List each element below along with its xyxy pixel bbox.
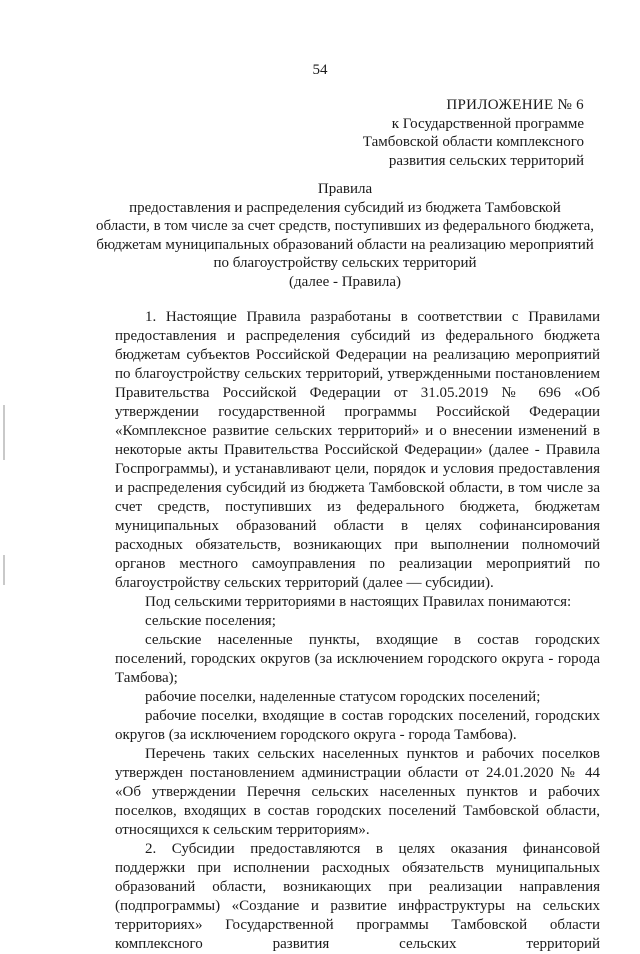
paragraph: 1. Настоящие Правила разработаны в соответствии с Правилами предоставления и распределения субсидий из федерального бюджета бюджетам субъектов Российской Федерации на реализацию мероприятий по благоустройству сельских территорий, утвержденными постановлением Правительства Российской Федерации от 31.05.2019 № 696 «Об утверждении государственной программы Российской Федерации «Комплексное развитие сельских территорий» и о внесении изменений в некоторые акты Правительства Российской Федерации» (далее - Правила Госпрограммы), и устанавливают цели, порядок и условия предоставления и распределения субсидий из бюджета Тамбовской области, в том числе за счет средств, поступивших из федерального бюджета, бюджетам муниципальных образований области в целях софинансирования расходных обязательств, возникающих при выполнении полномочий органов местного самоуправления по реализации мероприятий по благоустройству сельских территорий (далее — субсидии). [115, 309, 600, 591]
scan-margin-mark [3, 555, 5, 585]
paragraph: рабочие поселки, наделенные статусом городских поселений; [145, 689, 541, 705]
title-line: области, в том числе за счет средств, поступивших из федерального бюджета, [95, 218, 595, 234]
paragraph: сельские населенные пункты, входящие в состав городских поселений, городских округов (за исключением городского округа - города Тамбова); [115, 632, 600, 686]
appendix-header [284, 96, 584, 170]
title-line: по благоустройству сельских территорий [213, 255, 477, 271]
appendix-heading: ПРИЛОЖЕНИЕ № 6 [446, 97, 584, 113]
appendix-line: к Государственной программе [391, 115, 584, 132]
title-line: Правила [317, 181, 373, 197]
paragraph: 2. Субсидии предоставляются в целях оказания финансовой поддержки при исполнении расходных обязательств муниципальных образований области, возникающих при реализации направления (подпрограммы) «Создание и развитие инфраструктуры на сельских территориях» Государственной программы Тамбовской области комплексного развития сельских территорий [115, 841, 600, 952]
title-line: (далее - Правила) [289, 273, 401, 290]
scan-margin-mark [3, 405, 5, 460]
paragraph: Перечень таких сельских населенных пунктов и рабочих поселков утвержден постановлением администрации области от 24.01.2020 № 44 «Об утверждении Перечня сельских населенных пунктов и рабочих поселков, входящих в состав городских поселений Тамбовской области, относящихся к сельским территориям». [115, 746, 600, 838]
paragraph: Под сельскими территориями в настоящих Правилах понимаются: [145, 594, 572, 610]
title-line: бюджетам муниципальных образований области на реализацию мероприятий [96, 236, 594, 253]
appendix-line: развития сельских территорий [388, 152, 584, 169]
paragraph: сельские поселения; [145, 613, 276, 629]
document-title [88, 180, 602, 291]
title-line: предоставления и распределения субсидий из бюджета Тамбовской [129, 199, 561, 216]
document-body [115, 308, 600, 954]
paragraph: рабочие поселки, входящие в состав городских поселений, городских округов (за исключением городского округа - города Тамбова). [115, 708, 600, 743]
page-number: 54 [312, 62, 328, 78]
appendix-line: Тамбовской области комплексного [362, 134, 584, 150]
